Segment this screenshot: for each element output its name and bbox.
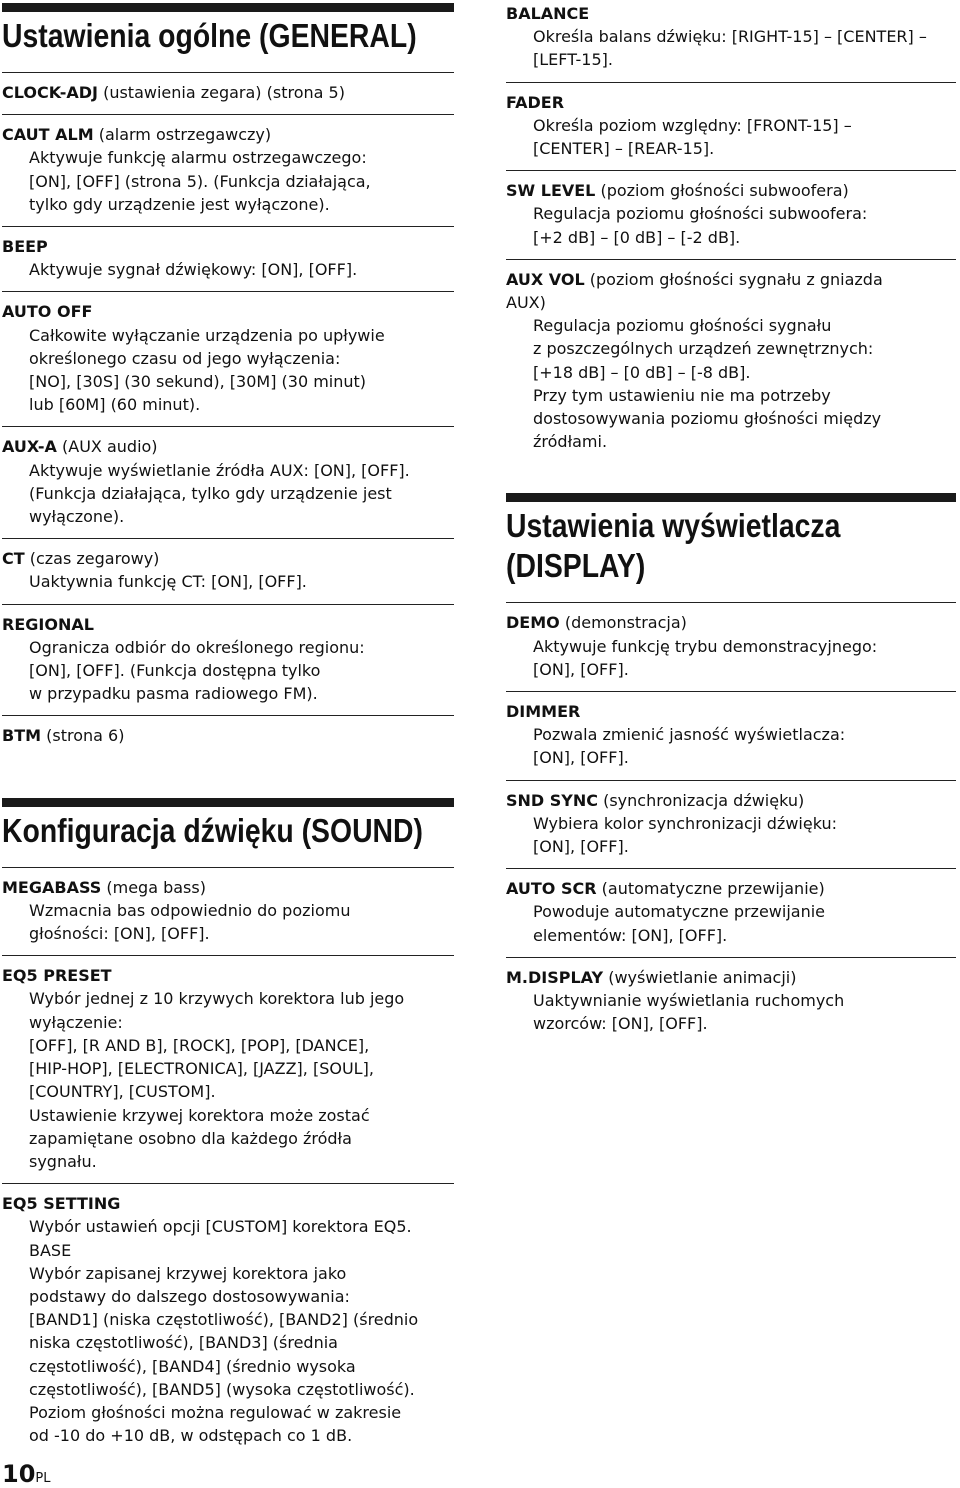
setting-heading: [2, 1192, 454, 1215]
setting-entry: [506, 259, 956, 464]
general-section-title: Ustawienia ogólne (GENERAL): [2, 17, 417, 54]
setting-desc-line: Uaktywnia funkcję CT: [ON], [OFF].: [29, 572, 307, 592]
setting-desc-line: [+2 dB] – [0 dB] – [-2 dB].: [533, 227, 741, 247]
setting-heading: [506, 91, 956, 114]
setting-entry: [2, 291, 454, 426]
setting-desc-line: (Funkcja działająca, tylko gdy urządzenie jest: [29, 483, 392, 503]
section-rule: [2, 798, 454, 807]
setting-heading: [506, 268, 956, 291]
setting-head-desc: (czas zegarowy): [24, 549, 160, 569]
general-settings-list: [2, 72, 454, 758]
setting-desc-line: Wzmacnia bas odpowiednio do poziomu: [29, 900, 351, 920]
setting-desc-line: wzorców: [ON], [OFF].: [533, 1014, 708, 1034]
setting-desc-line: tylko gdy urządzenie jest wyłączone).: [29, 194, 330, 214]
setting-heading: [506, 611, 956, 634]
setting-desc-line: Określa poziom względny: [FRONT-15] –: [533, 115, 852, 135]
setting-desc-line: Regulacja poziomu głośności subwoofera:: [533, 204, 868, 224]
setting-entry: [2, 72, 454, 114]
setting-entry: [506, 170, 956, 259]
setting-desc-line: [ON], [OFF] (strona 5). (Funkcja działająca,: [29, 171, 371, 191]
setting-desc-line: z poszczególnych urządzeń zewnętrznych:: [533, 339, 874, 359]
page-number: 10PL: [2, 1460, 51, 1488]
setting-heading: [2, 547, 454, 570]
setting-subheading: BASE: [29, 1240, 72, 1260]
setting-desc-line: częstotliwość), [BAND4] (średnio wysoka: [29, 1356, 356, 1376]
setting-head-desc: (poziom głośności subwoofera): [595, 181, 849, 201]
setting-desc-line: Wybiera kolor synchronizacji dźwięku:: [533, 813, 837, 833]
setting-heading: [2, 876, 454, 899]
setting-key: AUX-A: [2, 437, 57, 457]
setting-heading: [2, 435, 454, 458]
setting-entry: [506, 82, 956, 171]
setting-entry: [2, 426, 454, 538]
setting-key: M.DISPLAY: [506, 967, 604, 987]
setting-desc-line: [NO], [30S] (30 sekund), [30M] (30 minut): [29, 372, 367, 392]
setting-key: AUX VOL: [506, 269, 585, 289]
setting-heading: [2, 300, 454, 323]
setting-desc-line: Wybór zapisanej krzywej korektora jako: [29, 1263, 347, 1283]
setting-head-desc: (demonstracja): [559, 613, 687, 633]
setting-desc-line: wyłączenie:: [29, 1012, 123, 1032]
setting-entry: [506, 868, 956, 957]
setting-head-desc: (wyświetlanie animacji): [603, 967, 797, 987]
setting-key: BTM: [2, 726, 42, 746]
setting-key: SND SYNC: [506, 790, 599, 810]
setting-desc-line: podstawy do dalszego dostosowywania:: [29, 1286, 350, 1306]
setting-desc-line: Regulacja poziomu głośności sygnału: [533, 316, 832, 336]
setting-entry: [506, 691, 956, 780]
setting-desc-line: [HIP-HOP], [ELECTRONICA], [JAZZ], [SOUL],: [29, 1059, 374, 1079]
setting-desc-line: Aktywuje funkcję trybu demonstracyjnego:: [533, 636, 878, 656]
display-settings-list: [506, 602, 956, 1045]
setting-entry: [506, 957, 956, 1046]
setting-desc-line: [CENTER] – [REAR-15].: [533, 139, 715, 159]
setting-key: CLOCK-ADJ: [2, 83, 98, 102]
setting-heading: [506, 966, 956, 989]
setting-desc-line: Wybór ustawień opcji [CUSTOM] korektora EQ5.: [29, 1217, 412, 1237]
setting-head-desc: (alarm ostrzegawczy): [93, 125, 272, 145]
setting-desc-line: dostosowywania poziomu głośności między: [533, 409, 882, 429]
setting-key: AUTO OFF: [2, 302, 93, 322]
setting-key: BEEP: [2, 237, 48, 257]
setting-desc-line: sygnału.: [29, 1151, 97, 1171]
setting-key: MEGABASS: [2, 877, 102, 897]
setting-entry: [2, 715, 454, 757]
setting-desc-line: Całkowite wyłączanie urządzenia po upływie: [29, 325, 385, 345]
setting-desc-line: od -10 do +10 dB, w odstępach co 1 dB.: [29, 1426, 353, 1446]
setting-head-desc-cont: AUX): [506, 293, 546, 313]
setting-desc-line: Uaktywnianie wyświetlania ruchomych: [533, 991, 845, 1011]
setting-desc-line: [OFF], [R AND B], [ROCK], [POP], [DANCE],: [29, 1035, 370, 1055]
display-section-title: Ustawienia wyświetlacza (DISPLAY): [506, 507, 841, 585]
setting-desc-line: Ogranicza odbiór do określonego regionu:: [29, 637, 365, 657]
section-rule: [506, 493, 956, 502]
setting-desc-line: zapamiętane osobno dla każdego źródła: [29, 1128, 352, 1148]
sound-section-title: Konfiguracja dźwięku (SOUND): [2, 811, 424, 849]
setting-desc-line: w przypadku pasma radiowego FM).: [29, 684, 318, 704]
section-rule: [2, 3, 454, 12]
setting-desc-line: [ON], [OFF].: [533, 659, 629, 679]
setting-heading: [506, 877, 956, 900]
setting-entry: [2, 538, 454, 603]
setting-entry: [506, 0, 956, 82]
setting-desc-line: Wybór jednej z 10 krzywych korektora lub jego: [29, 989, 405, 1009]
setting-head-desc: (strona 6): [41, 726, 125, 746]
setting-key: DEMO: [506, 613, 560, 633]
setting-desc-line: Aktywuje sygnał dźwiękowy: [ON], [OFF].: [29, 260, 358, 280]
setting-heading: [506, 700, 956, 723]
setting-desc-line: Pozwala zmienić jasność wyświetlacza:: [533, 725, 846, 745]
setting-desc-line: Powoduje automatyczne przewijanie: [533, 902, 826, 922]
setting-desc-line: [BAND1] (niska częstotliwość), [BAND2] (średnio: [29, 1310, 419, 1330]
setting-desc-line: Określa balans dźwięku: [RIGHT-15] – [CENTER] –: [533, 27, 927, 47]
setting-heading: [2, 235, 454, 258]
setting-desc-line: głośności: [ON], [OFF].: [29, 924, 210, 944]
setting-heading: [2, 81, 454, 104]
setting-heading: [2, 964, 454, 987]
sound-settings-list: [2, 867, 454, 1458]
setting-desc-line: [ON], [OFF].: [533, 748, 629, 768]
setting-heading: [506, 179, 956, 202]
setting-heading: [2, 724, 454, 747]
setting-key: EQ5 SETTING: [2, 1194, 121, 1214]
setting-head-desc: (automatyczne przewijanie): [596, 879, 825, 899]
setting-desc-line: częstotliwość), [BAND5] (wysoka częstotliwość).: [29, 1379, 415, 1399]
setting-desc-line: [LEFT-15].: [533, 50, 613, 70]
left-column: [2, 3, 454, 1457]
setting-key: REGIONAL: [2, 614, 94, 634]
setting-heading: [2, 613, 454, 636]
setting-head-desc: (AUX audio): [56, 437, 158, 457]
setting-entry: [2, 955, 454, 1183]
setting-desc-line: Poziom głośności można regulować w zakresie: [29, 1402, 402, 1422]
setting-entry: [2, 226, 454, 291]
setting-desc-line: niska częstotliwość), [BAND3] (średnia: [29, 1333, 338, 1353]
setting-desc-line: Aktywuje wyświetlanie źródła AUX: [ON], [OFF].: [29, 460, 410, 480]
setting-desc-line: lub [60M] (60 minut).: [29, 395, 201, 415]
setting-desc-line: Aktywuje funkcję alarmu ostrzegawczego:: [29, 148, 367, 168]
setting-desc-line: Przy tym ustawieniu nie ma potrzeby: [533, 385, 831, 405]
setting-head-desc: (poziom głośności sygnału z gniazda: [584, 269, 883, 289]
setting-key: CAUT ALM: [2, 125, 94, 145]
right-column: [506, 0, 956, 1046]
setting-key: SW LEVEL: [506, 181, 596, 201]
setting-entry: [2, 604, 454, 716]
setting-heading: [2, 123, 454, 146]
setting-desc-line: źródłami.: [533, 432, 608, 452]
setting-desc-line: [ON], [OFF].: [533, 837, 629, 857]
setting-desc-line: [COUNTRY], [CUSTOM].: [29, 1082, 216, 1102]
setting-desc-line: określonego czasu od jego wyłączenia:: [29, 348, 341, 368]
setting-desc-line: [+18 dB] – [0 dB] – [-8 dB].: [533, 362, 751, 382]
setting-head-desc: (mega bass): [101, 877, 206, 897]
setting-entry: [2, 114, 454, 226]
setting-entry: [2, 1183, 454, 1457]
setting-key: AUTO SCR: [506, 879, 597, 899]
setting-key: DIMMER: [506, 702, 581, 722]
setting-desc-line: wyłączone).: [29, 507, 125, 527]
setting-key: EQ5 PRESET: [2, 966, 112, 986]
setting-key: CT: [2, 549, 25, 569]
setting-heading: [506, 2, 956, 25]
setting-heading: [506, 789, 956, 812]
sound-settings-continued: [506, 0, 956, 463]
setting-desc-line: Ustawienie krzywej korektora może zostać: [29, 1105, 370, 1125]
setting-entry: [506, 602, 956, 691]
setting-head-desc: (ustawienia zegara) (strona 5): [97, 83, 345, 102]
setting-key: BALANCE: [506, 4, 590, 23]
setting-entry: [506, 780, 956, 869]
setting-entry: [2, 867, 454, 956]
setting-key: FADER: [506, 92, 565, 112]
setting-desc-line: elementów: [ON], [OFF].: [533, 925, 728, 945]
setting-desc-line: [ON], [OFF]. (Funkcja dostępna tylko: [29, 661, 321, 681]
setting-head-desc: (synchronizacja dźwięku): [598, 790, 805, 810]
